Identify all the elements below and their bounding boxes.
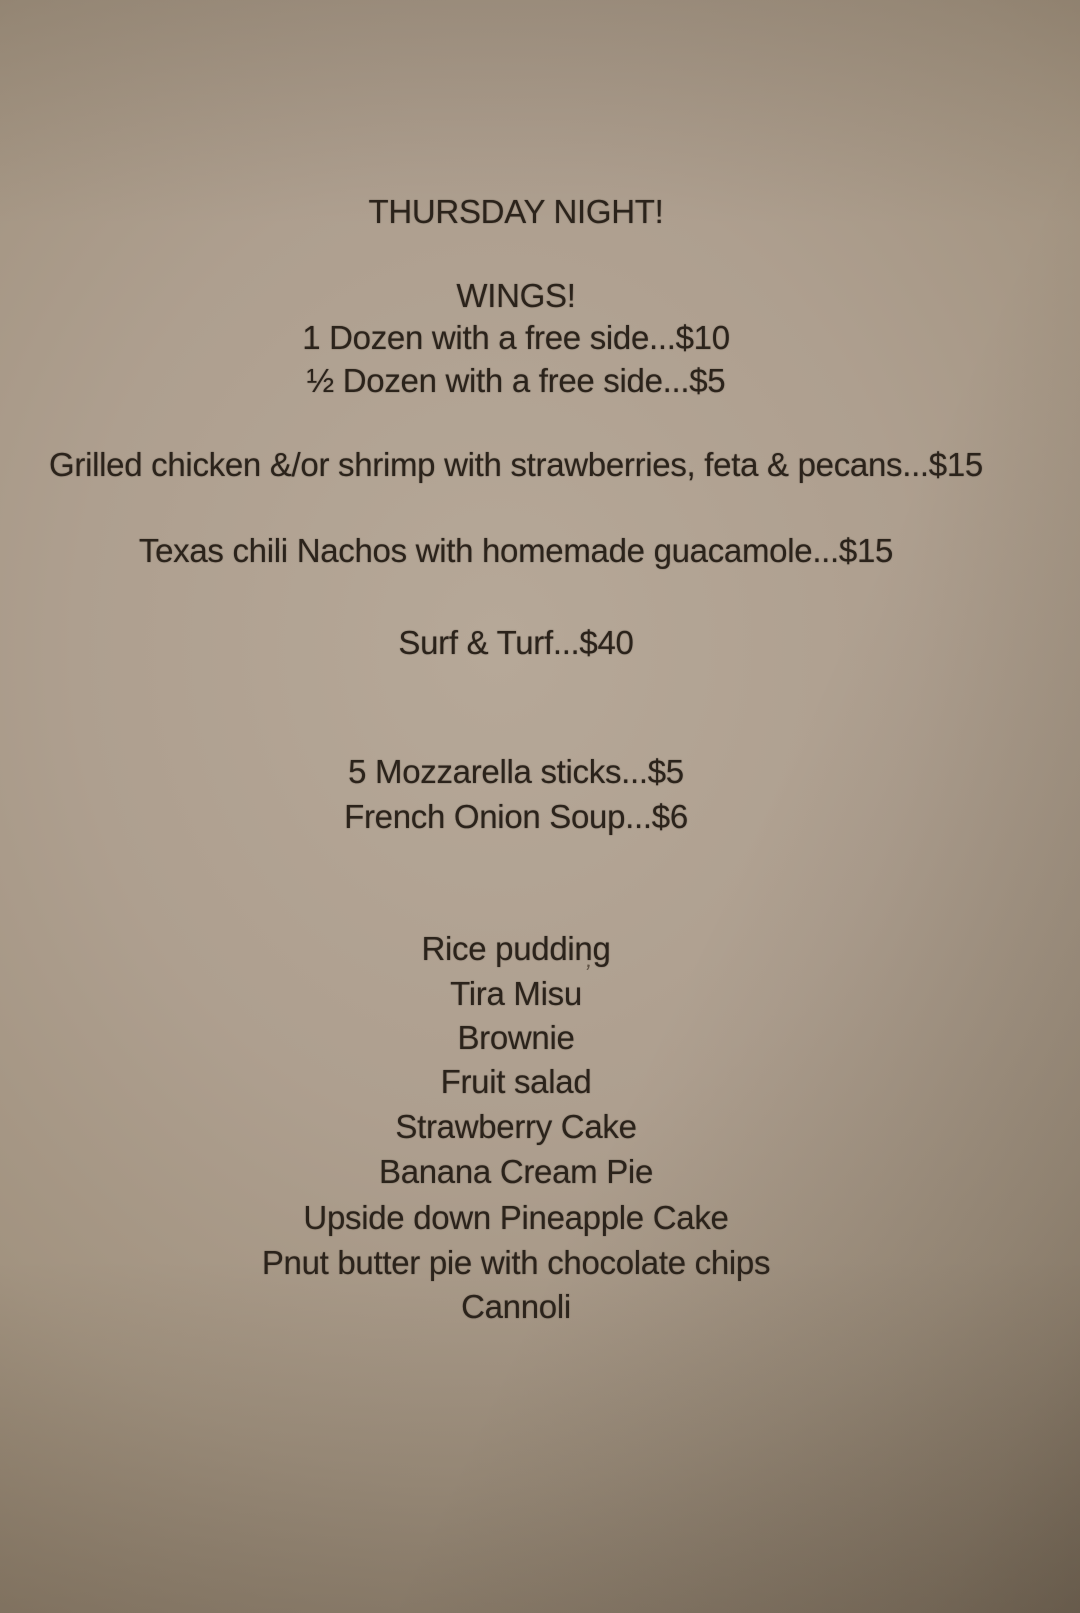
menu-item: Upside down Pineapple Cake (303, 1199, 729, 1236)
menu-title: THURSDAY NIGHT! (368, 193, 664, 230)
menu-item: Strawberry Cake (395, 1108, 637, 1145)
menu-item: Grilled chicken &/or shrimp with strawberries, feta & pecans...$15 (49, 446, 983, 483)
menu-item: French Onion Soup...$6 (344, 798, 688, 835)
menu-item: Texas chili Nachos with homemade guacamole...$15 (138, 532, 894, 569)
menu-item: Banana Cream Pie (378, 1153, 654, 1190)
menu-item: Surf & Turf...$40 (398, 624, 634, 661)
menu-item: Cannoli (461, 1288, 571, 1325)
menu-item: Pnut butter pie with chocolate chips (261, 1244, 771, 1281)
menu-item: ½ Dozen with a free side...$5 (306, 362, 726, 399)
menu-item: 5 Mozzarella sticks...$5 (348, 753, 684, 790)
menu-item: Fruit salad (440, 1063, 592, 1100)
wings-section-heading: WINGS! (456, 277, 576, 314)
menu-item: Rice pudding (421, 930, 611, 967)
menu-item: Brownie (457, 1019, 575, 1056)
menu-item: 1 Dozen with a free side...$10 (302, 319, 730, 356)
menu-item: Tira Misu (450, 975, 582, 1012)
stray-pen-mark: ’ (581, 959, 593, 988)
